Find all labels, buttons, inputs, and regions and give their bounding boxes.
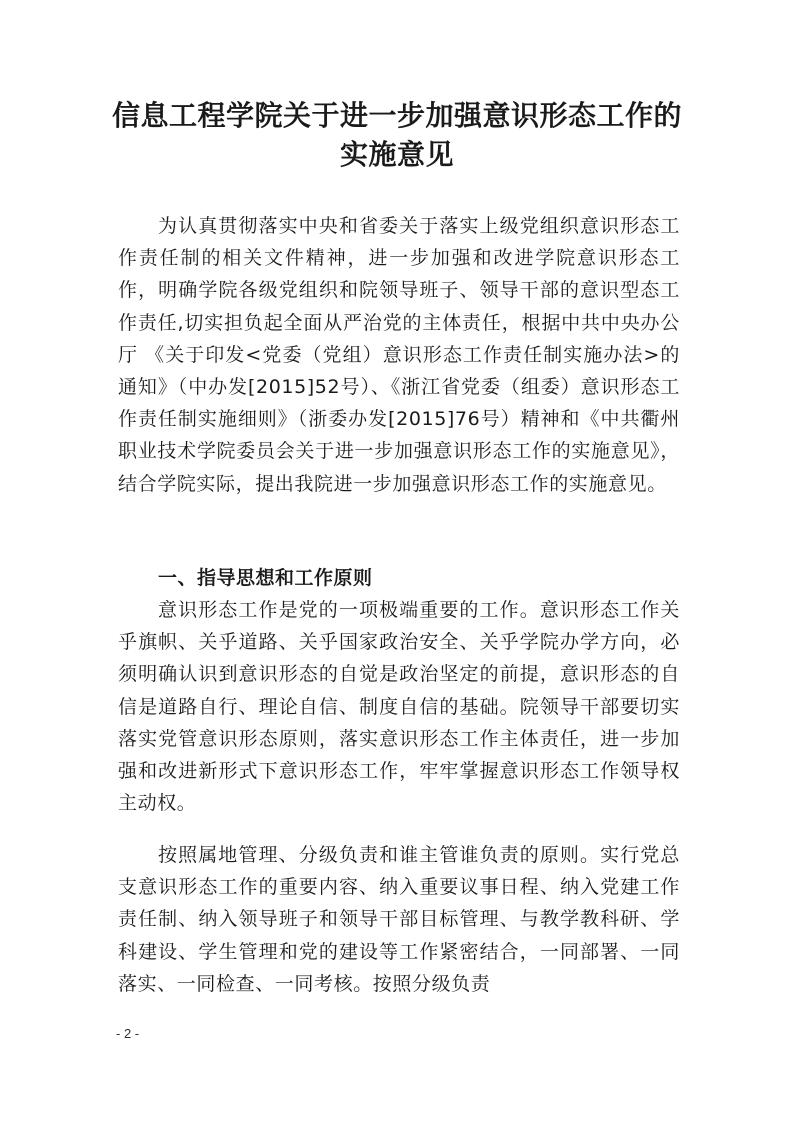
page-number: - 2 - — [116, 1026, 140, 1041]
body-paragraph-ideology-importance: 意识形态工作是党的一项极端重要的工作。意识形态工作关乎旗帜、关乎道路、关乎国家政治安全、关乎学院办学方向，必须明确认识到意识形态的自觉是政治坚定的前提，意识形态的自信是道路自行、理论自信、制度自信的基础。院领导干部要切实落实党管意识形态原则，落实意识形态工作主体责任，进一步加强和改进新形式下意识形态工作，牢牢掌握意识形态工作领导权主动权。 — [118, 599, 680, 815]
document-title-line-2: 实施意见 — [339, 138, 454, 171]
section-heading-guiding-principles: 一、指导思想和工作原则 — [158, 567, 373, 589]
document-title-line-1: 信息工程学院关于进一步加强意识形态工作的 — [111, 99, 682, 132]
intro-paragraph: 为认真贯彻落实中央和省委关于落实上级党组织意识形态工作责任制的相关文件精神，进一步加强和改进学院意识形态工作，明确学院各级党组织和院领导班子、领导干部的意识型态工作责任,切实担负起全面从严治党的主体责任，根据中共中央办公厅 《关于印发<党委（党组）意识形态工作责任制实施办法>的通知》（中办发[2015]52号）、《浙江省党委（组委）意识形态工作责任制实施细则》（浙委办发[2015]76号）精神和《中共衢州职业技术学院委员会关于进一步加强意识形态工作的实施意见》，结合学院实际，提出我院进一步加强意识形态工作的实施意见。 — [118, 215, 680, 495]
body-paragraph-management-principle: 按照属地管理、分级负责和谁主管谁负责的原则。实行党总支意识形态工作的重要内容、纳入重要议事日程、纳入党建工作责任制、纳入领导班子和领导干部目标管理、与教学教科研、学科建设、学生管理和党的建设等工作紧密结合，一同部署、一同落实、一同检查、一同考核。按照分级负责 — [118, 844, 680, 995]
